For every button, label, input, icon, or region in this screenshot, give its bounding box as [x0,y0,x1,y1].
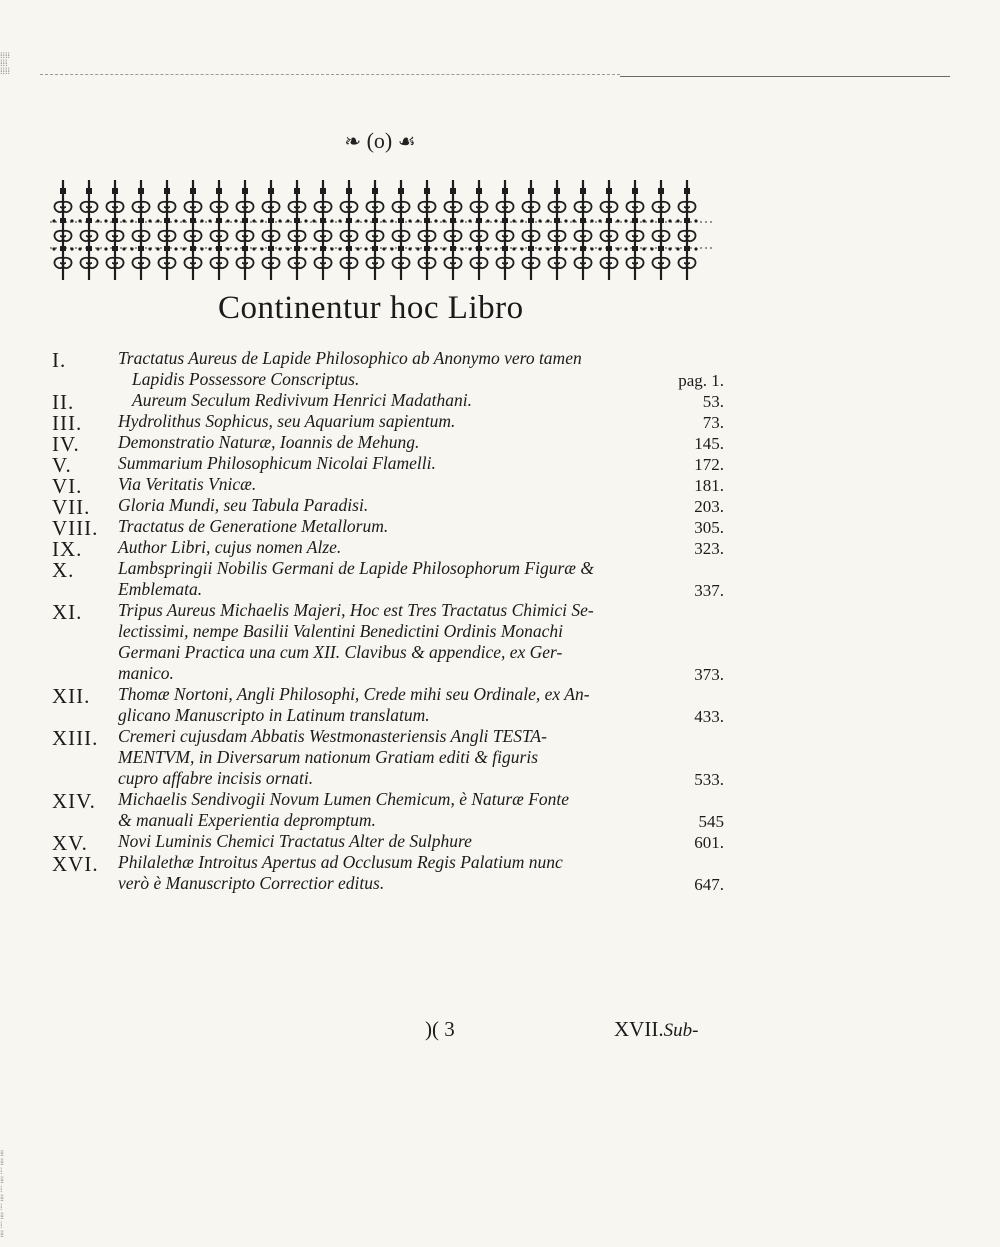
entry-title-cont [52,810,742,831]
entry-title-text: Aureum Seculum Redivivum Henrici Madathani. [132,390,473,410]
entry-numeral: II. [52,390,75,414]
entry-title-text: Author Libri, cujus nomen Alze. [118,537,342,557]
folio [330,128,430,154]
entry-title-text: Via Veritatis Vnicæ. [118,474,257,494]
entry-title-cont [52,768,742,789]
entry-title: Tractatus Aureus de Lapide Philosophico ab Anonymo vero tamen [118,348,582,368]
entry-numeral: V. [52,453,72,477]
entry-title-text: Novi Luminis Chemici Tractatus Alter de Sulphure [118,831,472,851]
entry-title-text: Summarium Philosophicum Nicolai Flamelli. [118,453,436,473]
entry-page: 305. [694,518,724,537]
entry-title: Michaelis Sendivogii Novum Lumen Chemicum, è Naturæ Fonte [118,789,570,809]
entry-title: Cremeri cujusdam Abbatis Westmonasteriensis Angli TESTA- [118,726,547,746]
fleuron-left-icon: ❧ [344,131,362,153]
contents-entry-10 [52,558,742,600]
contents-entry-5 [52,453,742,477]
contents-list [52,348,742,894]
entry-page: 601. [694,833,724,852]
folio-number: (o) [366,128,393,153]
contents-entry-2 [52,390,742,414]
scan-edge-mark: ⁞⁞⁞⁞ ⁞⁞⁞ ⁞⁞⁞⁞ [0,52,11,77]
contents-entry-16 [52,852,742,894]
entry-title-line [52,432,742,453]
signature-mark: )( 3 [425,1017,455,1041]
entry-page: 172. [694,455,724,474]
contents-entry-7 [52,495,742,519]
entry-title: Lambspringii Nobilis Germani de Lapide Philosophorum Figuræ & [118,558,594,578]
top-rule-right [620,76,950,77]
entry-numeral: XIV. [52,789,96,813]
entry-title-cont [52,873,742,894]
entry-title: Philalethæ Introitus Apertus ad Occlusum Regis Palatium nunc [118,852,563,872]
entry-title-text: Hydrolithus Sophicus, seu Aquarium sapientum. [118,411,456,431]
entry-title-cont [52,369,742,390]
entry-title-cont [52,705,742,726]
contents-entry-11 [52,600,742,684]
catchword-numeral: XVII. [614,1017,664,1041]
ornamental-band [50,176,712,286]
entry-numeral: XIII. [52,726,99,750]
entry-numeral: VI. [52,474,83,498]
entry-title-text: cupro affabre incisis ornati. [118,768,314,788]
entry-title-cont [52,663,742,684]
entry-title-line [52,516,742,537]
entry-numeral: XII. [52,684,91,708]
entry-page: 533. [694,770,724,789]
top-rule [40,74,620,75]
entry-numeral: III. [52,411,83,435]
contents-entry-13 [52,726,742,789]
entry-page: 337. [694,581,724,600]
entry-page: 545 [698,812,724,831]
entry-numeral: XVI. [52,852,99,876]
entry-title-text: Gloria Mundi, seu Tabula Paradisi. [118,495,369,515]
entry-title-text: verò è Manuscripto Correctior editus. [118,873,385,893]
entry-page: 373. [694,665,724,684]
fleuron-right-icon: ☙ [397,131,416,153]
scan-edge-mark-bottom: ⁞⁞ ⁞⁞ ⁞ ⁞⁞ ⁞ ⁞⁞ ⁞ ⁞⁞ ⁞ ⁞⁞ [0,1150,4,1240]
entry-title-line [52,453,742,474]
entry-page: 323. [694,539,724,558]
entry-title: Thomæ Nortoni, Angli Philosophi, Crede mihi seu Ordinale, ex An- [118,684,590,704]
contents-entry-15 [52,831,742,855]
entry-numeral: VIII. [52,516,99,540]
entry-numeral: I. [52,348,67,372]
contents-entry-12 [52,684,742,726]
contents-entry-4 [52,432,742,456]
entry-title: Tripus Aureus Michaelis Majeri, Hoc est Tres Tractatus Chimici Se- [118,600,594,620]
entry-title-text: Demonstratio Naturæ, Ioannis de Mehung. [118,432,420,452]
entry-title-line [52,831,742,852]
entry-numeral: XV. [52,831,88,855]
entry-title-cont: Germani Practica una cum XII. Clavibus & appendice, ex Ger- [118,642,563,662]
contents-entry-14 [52,789,742,831]
entry-page: 647. [694,875,724,894]
entry-title-line [52,495,742,516]
entry-title-cont: lectissimi, nempe Basilii Valentini Benedictini Ordinis Monachi [118,621,564,641]
entry-page: 433. [694,707,724,726]
contents-entry-9 [52,537,742,561]
catchword-text: Sub- [663,1020,699,1041]
entry-numeral: IX. [52,537,83,561]
entry-title-text: manico. [118,663,174,683]
entry-page: 203. [694,497,724,516]
entry-title-cont [52,579,742,600]
entry-title-text: glicano Manuscripto in Latinum translatum. [118,705,430,725]
entry-page: pag. 1. [678,371,724,390]
entry-page: 53. [702,392,724,411]
entry-page: 181. [694,476,724,495]
contents-entry-6 [52,474,742,498]
entry-title-line [52,390,742,411]
entry-title-line [52,411,742,432]
contents-entry-3 [52,411,742,435]
entry-page: 145. [694,434,724,453]
contents-heading: Continentur hoc Libro [218,290,524,326]
contents-entry-8 [52,516,742,540]
entry-title-cont: MENTVM, in Diversarum nationum Gratiam editi & figuris [118,747,538,767]
entry-numeral: IV. [52,432,80,456]
entry-title-line [52,537,742,558]
entry-title-line [52,474,742,495]
entry-numeral: VII. [52,495,91,519]
entry-title-text: & manuali Experientia depromptum. [118,810,376,830]
entry-page: 73. [702,413,724,432]
entry-title-text: Tractatus de Generatione Metallorum. [118,516,389,536]
catchword [614,1017,698,1042]
entry-title-text: Lapidis Possessore Conscriptus. [132,369,360,389]
entry-numeral: X. [52,558,75,582]
contents-entry-1 [52,348,742,390]
entry-numeral: XI. [52,600,83,624]
entry-title-text: Emblemata. [118,579,203,599]
